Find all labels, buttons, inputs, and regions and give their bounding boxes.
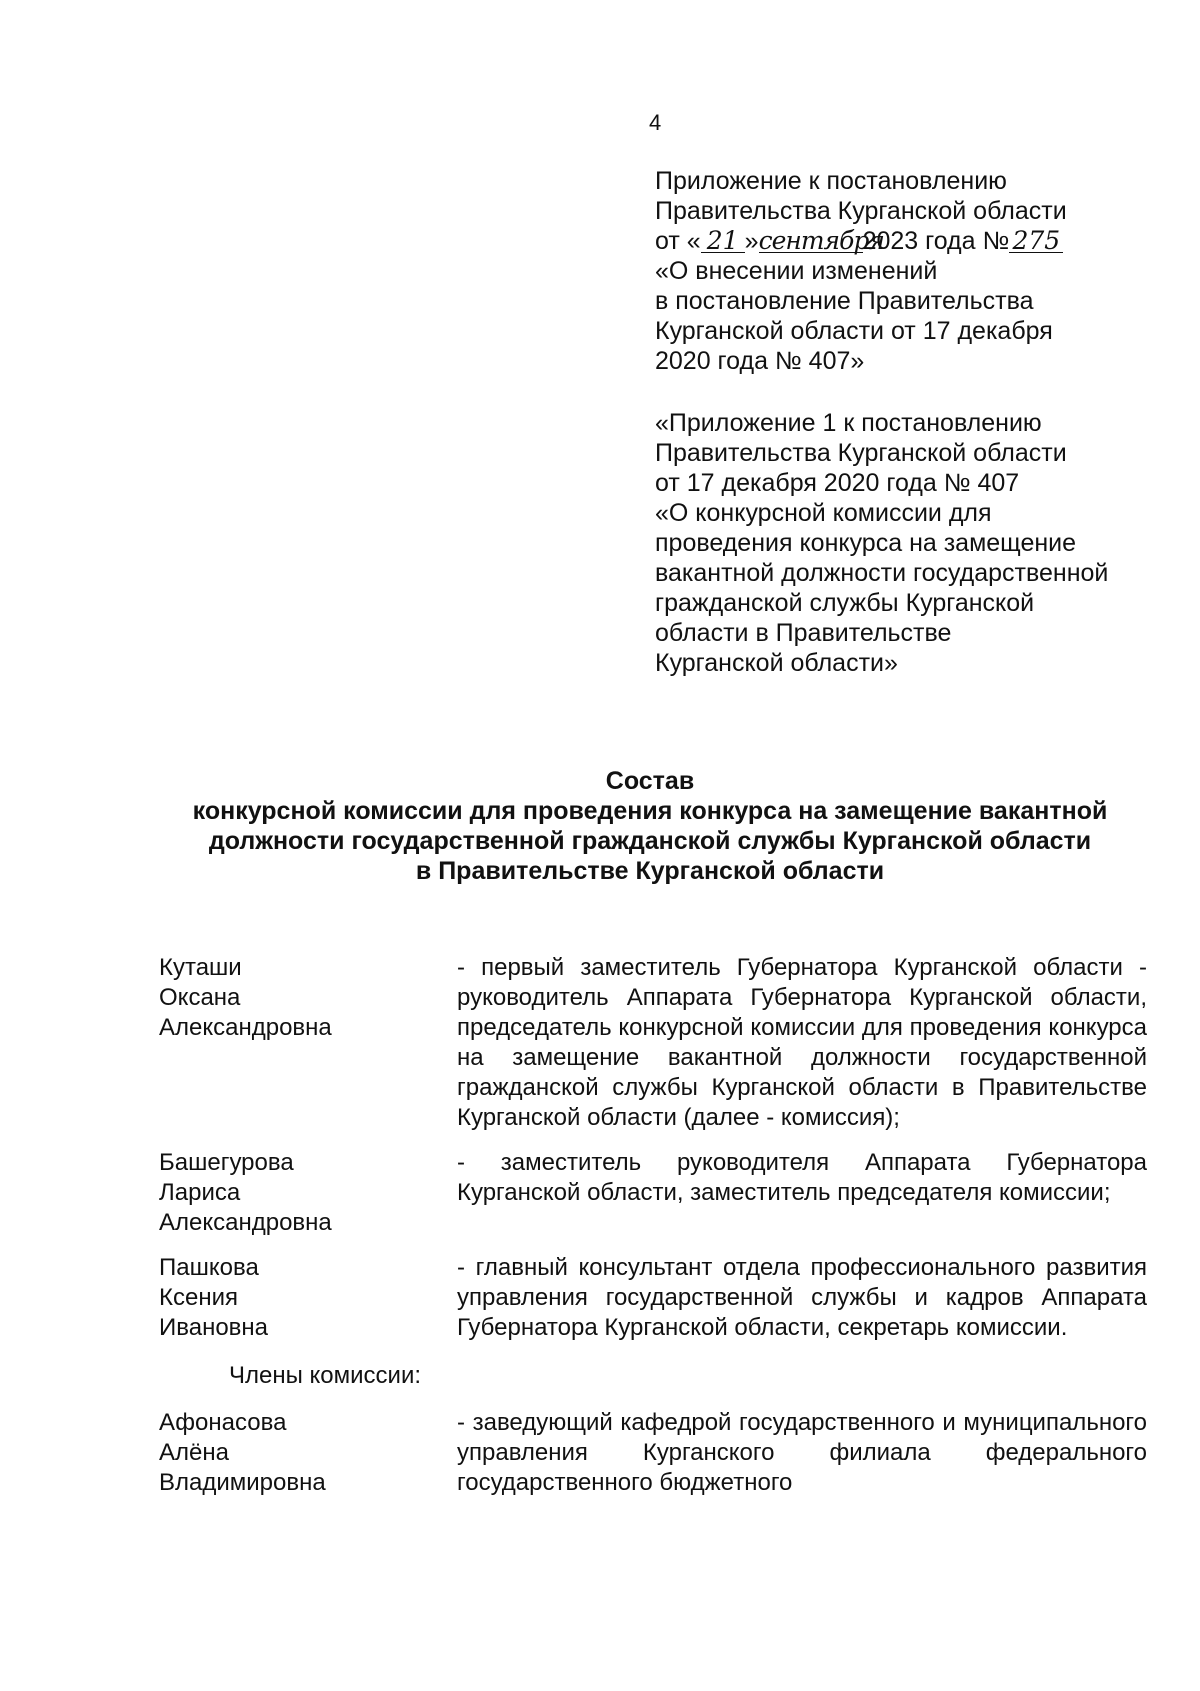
appendix-date-line [655, 226, 1155, 256]
appendix-original-line-8: области в Правительстве [655, 619, 952, 647]
member-first-name: Оксана [159, 984, 241, 1011]
member-surname: Башегурова [159, 1149, 294, 1176]
appendix-line-1: Приложение к постановлению [655, 167, 1007, 195]
appendix-original-line-4: «О конкурсной комиссии для [655, 499, 992, 527]
commission-members-list [159, 953, 1149, 1513]
title-line-3: должности государственной гражданской службы Курганской области [208, 827, 1092, 855]
appendix-original-line-5: проведения конкурса на замещение [655, 529, 1077, 557]
appendix-line-5: в постановление Правительства [655, 287, 1034, 315]
member-entry [159, 953, 1149, 1133]
member-first-name: Лариса [159, 1179, 241, 1206]
title-line-4: в Правительстве Курганской области [415, 857, 885, 885]
page-number: 4 [649, 110, 662, 135]
appendix-line-6: Курганской области от 17 декабря [655, 317, 1053, 345]
member-patronymic: Ивановна [159, 1314, 269, 1341]
member-entry [159, 1408, 1149, 1498]
appendix-original-line-3: от 17 декабря 2020 года № 407 [655, 469, 1020, 497]
appendix-original-line-1: «Приложение 1 к постановлению [655, 409, 1042, 437]
member-name [159, 1253, 457, 1343]
members-label-row [159, 1358, 1149, 1408]
date-prefix: от « [655, 227, 701, 255]
title-line-2: конкурсной комиссии для проведения конкурса на замещение вакантной [192, 797, 1108, 825]
document-title [150, 766, 1150, 886]
member-patronymic: Владимировна [159, 1469, 326, 1496]
appendix-original-line-7: гражданской службы Курганской [655, 589, 1035, 617]
member-entry [159, 1253, 1149, 1343]
appendix-line-2: Правительства Курганской области [655, 197, 1067, 225]
member-patronymic: Александровна [159, 1014, 332, 1041]
appendix-original-header [655, 408, 1175, 678]
member-name [159, 1148, 457, 1238]
members-section-label: Члены комиссии: [229, 1362, 422, 1389]
handwritten-day: 21 [701, 230, 745, 253]
member-name [159, 953, 457, 1133]
member-description: - первый заместитель Губернатора Курганской области - руководитель Аппарата Губернатора Курганской области, председатель конкурсной комиссии для проведения конкурса на замещение вакантной должности государственной гражданской службы Курганской области в Правительстве Курганской области (далее - комиссия); [457, 954, 1147, 1131]
handwritten-month: сентября [758, 226, 884, 255]
appendix-original-line-9: Курганской области» [655, 649, 898, 677]
member-patronymic: Александровна [159, 1209, 332, 1236]
member-description: - главный консультант отдела профессионального развития управления государственной службы и кадров Аппарата Губернатора Курганской области, секретарь комиссии. [457, 1254, 1147, 1341]
date-year: 2023 года № [862, 227, 1010, 255]
member-first-name: Ксения [159, 1284, 238, 1311]
appendix-original-line-6: вакантной должности государственной [655, 559, 1109, 587]
appendix-header [655, 166, 1155, 376]
member-surname: Пашкова [159, 1254, 259, 1281]
member-description: - заместитель руководителя Аппарата Губернатора Курганской области, заместитель председателя комиссии; [457, 1149, 1147, 1206]
appendix-original-line-2: Правительства Курганской области [655, 439, 1067, 467]
handwritten-number: 275 [1009, 230, 1063, 253]
member-surname: Афонасова [159, 1409, 287, 1436]
title-line-1: Состав [605, 767, 695, 795]
member-name [159, 1408, 457, 1498]
member-description: - заведующий кафедрой государственного и муниципального управления Курганского филиала федерального государственного бюджетного [457, 1409, 1147, 1496]
appendix-line-7: 2020 года № 407» [655, 347, 865, 375]
member-entry [159, 1148, 1149, 1238]
date-mid: » [744, 227, 759, 255]
member-first-name: Алёна [159, 1439, 229, 1466]
member-surname: Куташи [159, 954, 242, 981]
appendix-line-4: «О внесении изменений [655, 257, 938, 285]
